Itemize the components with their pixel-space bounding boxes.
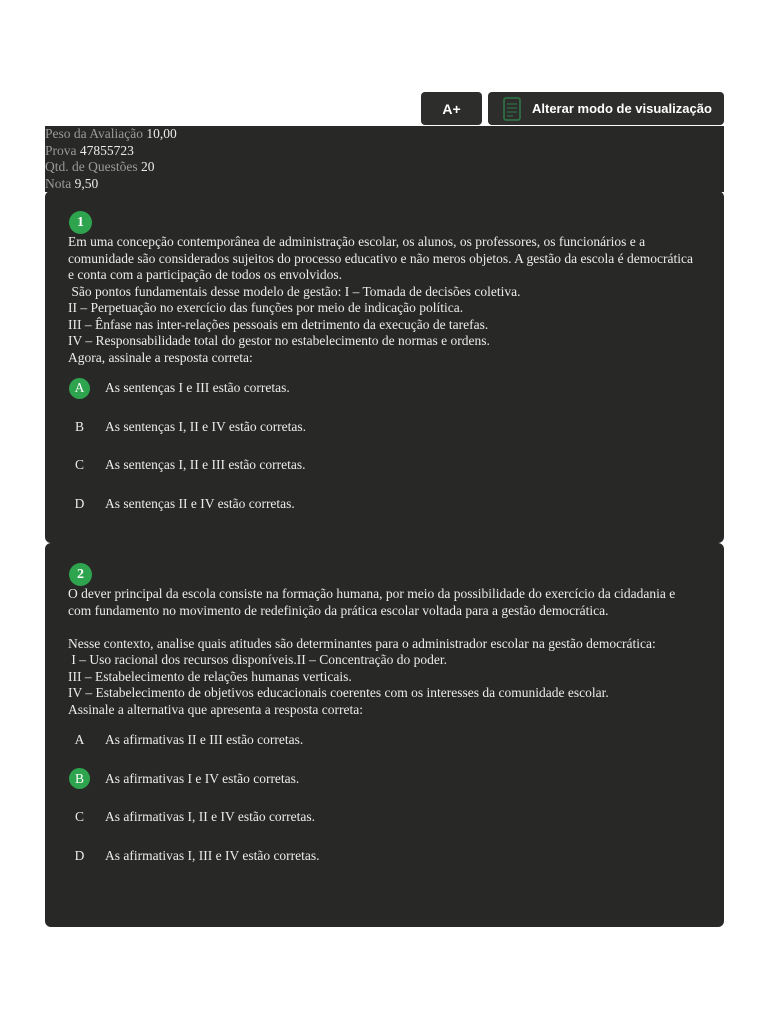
change-view-mode-label: Alterar modo de visualização [532, 101, 712, 116]
option-d[interactable] [68, 840, 701, 879]
options-list [68, 724, 701, 878]
option-text: As afirmativas II e III estão corretas. [105, 732, 304, 748]
info-row-prova [45, 143, 724, 160]
option-letter-selected: A [69, 378, 90, 399]
option-b[interactable] [68, 763, 701, 802]
option-letter: C [74, 809, 84, 825]
document-view-icon [503, 97, 521, 121]
option-a[interactable] [68, 372, 701, 411]
option-text: As afirmativas I, III e IV estão corretas. [105, 847, 320, 863]
peso-value: 10,00 [146, 126, 177, 141]
option-letter: A [74, 732, 85, 748]
option-letter: C [74, 457, 84, 473]
option-letter: D [74, 495, 85, 511]
option-c[interactable] [68, 801, 701, 840]
qtd-value: 20 [140, 159, 155, 174]
increase-font-button[interactable]: A+ [421, 92, 482, 125]
change-view-mode-button[interactable] [488, 92, 724, 125]
option-d[interactable] [68, 488, 701, 527]
option-b[interactable] [68, 411, 701, 450]
info-row-peso [45, 126, 724, 143]
option-text: As sentenças II e IV estão corretas. [105, 495, 295, 511]
info-row-qtd [45, 159, 724, 176]
option-text: As afirmativas I e IV estão corretas. [105, 770, 300, 786]
peso-label: Peso da Avaliação [45, 126, 143, 141]
option-text: As sentenças I e III estão corretas. [105, 380, 290, 396]
question-stem: Em uma concepção contemporânea de administração escolar, os alunos, os professores, os funcionários e a comunidade são considerados sujeitos do processo educativo e não meros objetos. A gestão da escola é democrática e conta com a participação de todos os envolvidos. São pontos fundamentais desse modelo de gestão: I – Tomada de decisões coletiva. II – Perpetuação no exercício das funções por meio de indicação política. III – Ênfase nas inter-relações pessoais em detrimento da execução de tarefas. IV – Responsabilidade total do gestor no estabelecimento de normas e ordens. Agora, assinale a resposta correta: [68, 234, 693, 365]
option-c[interactable] [68, 449, 701, 488]
options-list [68, 372, 701, 526]
option-text: As afirmativas I, II e IV estão corretas. [105, 809, 316, 825]
question-number-badge: 1 [69, 211, 92, 234]
nota-label: Nota [45, 175, 72, 191]
question-card [45, 543, 724, 927]
option-text: As sentenças I, II e IV estão corretas. [105, 418, 307, 434]
prova-label: Prova [45, 142, 77, 158]
option-letter: B [74, 418, 84, 434]
question-stem: O dever principal da escola consiste na formação humana, por meio da possibilidade do exercício da cidadania e com fundamento no movimento de redefinição da prática escolar voltada para a gestão democrática. Nesse contexto, analise quais atitudes são determinantes para o administrador escolar na gestão democrática: I – Uso racional dos recursos disponíveis.II – Concentração do poder. III – Estabelecimento de relações humanas verticais. IV – Estabelecimento de objetivos educacionais coerentes com os interesses da comunidade escolar. Assinale a alternativa que apresenta a resposta correta: [68, 586, 676, 717]
question-card [45, 191, 724, 543]
option-letter-selected: B [69, 768, 90, 789]
qtd-label: Qtd. de Questões [45, 159, 138, 174]
evaluation-info [45, 126, 724, 192]
question-number-badge: 2 [69, 563, 92, 586]
prova-value: 47855723 [79, 142, 134, 158]
option-letter: D [74, 847, 85, 863]
nota-value: 9,50 [74, 175, 99, 191]
info-row-nota [45, 176, 724, 193]
option-a[interactable] [68, 724, 701, 763]
option-text: As sentenças I, II e III estão corretas. [105, 457, 306, 473]
